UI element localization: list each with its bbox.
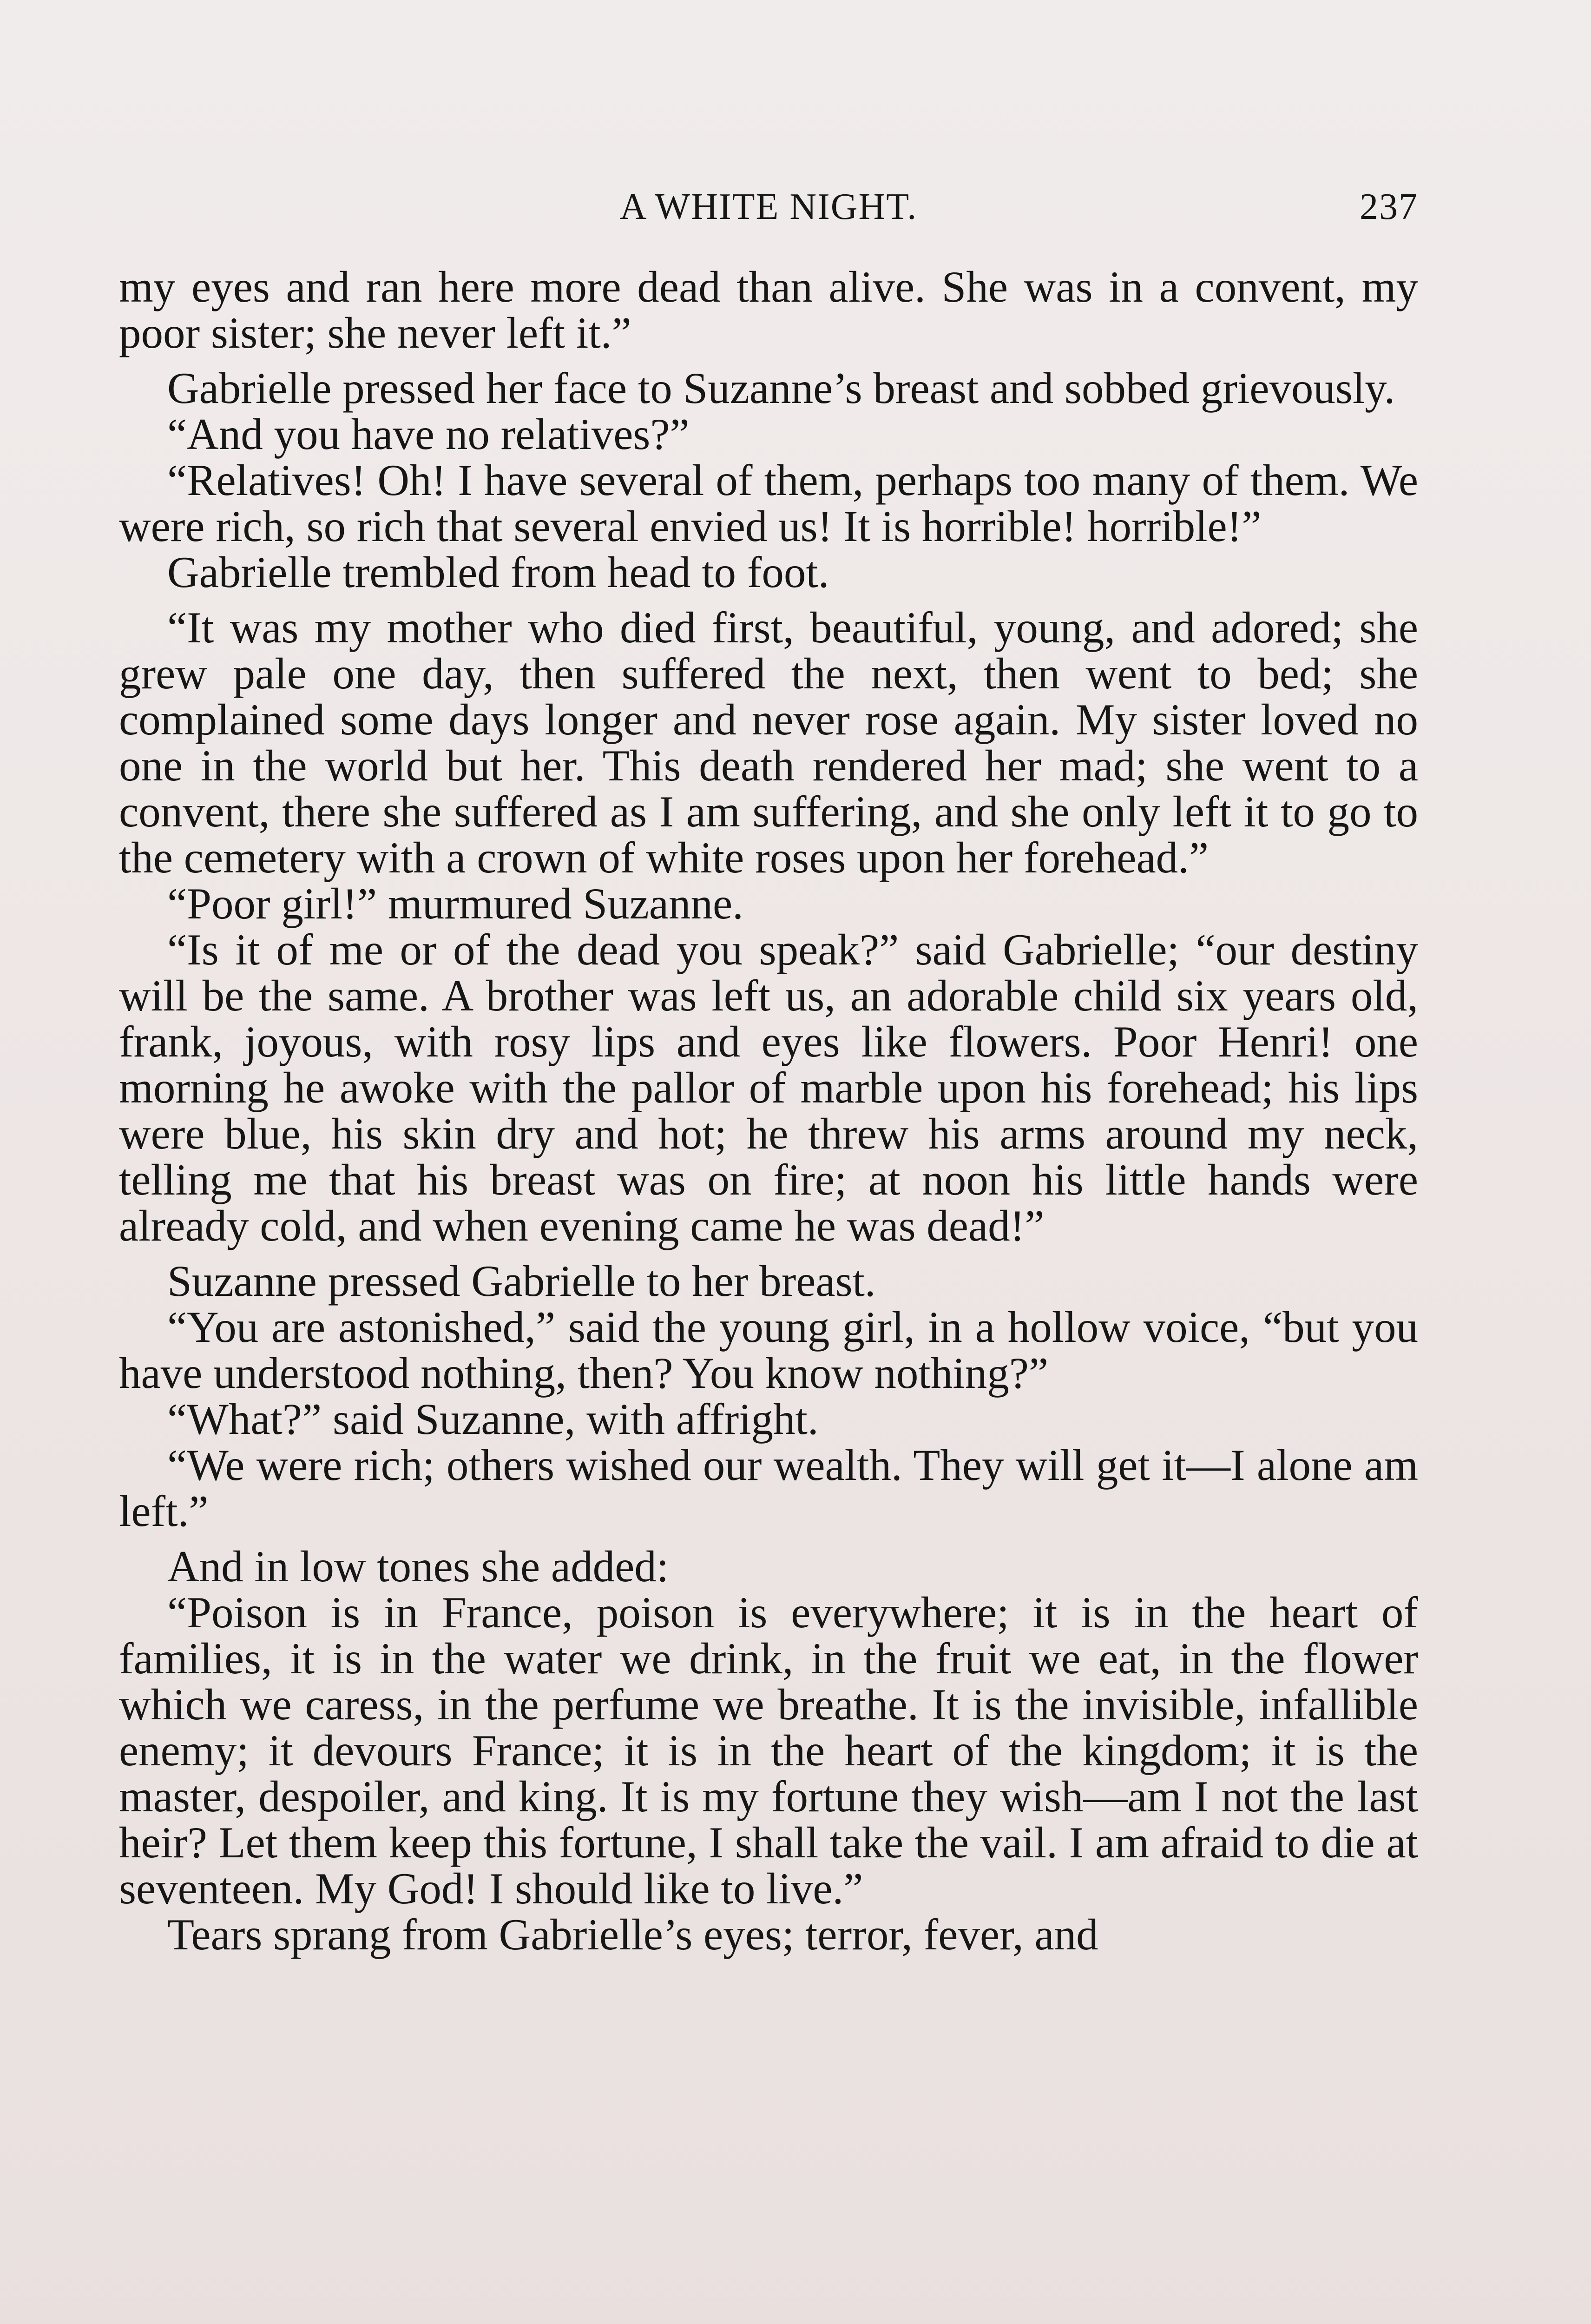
paragraph: “Poison is in France, poison is everywhere; it is in the heart of families, it is in the water we drink, in the fruit we eat, in the flower which we caress, in the perfume we breathe. It is the invisible, infallible enemy; it devours France; it is in the heart of the kingdom; it is the master, despoiler, and king. It is my fortune they wish—am I not the last heir? Let them keep this fortune, I shall take the vail. I am afraid to die at seventeen. My God! I should like to live.” xyxy=(119,1588,1418,1913)
paragraph: “And you have no relatives?” xyxy=(167,409,690,459)
paragraph: Gabrielle trembled from head to foot. xyxy=(167,548,829,597)
paragraph: Suzanne pressed Gabrielle to her breast. xyxy=(167,1256,876,1306)
paragraph: “Is it of me or of the dead you speak?” said Gabrielle; “our destiny will be the same. A brother was left us, an adorable child six years old, frank, joyous, with rosy lips and eyes like flowers. Poor Henri! one morning he awoke with the pallor of marble upon his forehead; his lips were blue, his skin dry and hot; he threw his arms around my neck, telling me that his breast was on fire; at noon his little hands were already cold, and when evening came he was dead!” xyxy=(119,925,1418,1250)
page-number: 237 xyxy=(1360,186,1418,227)
paragraph: “We were rich; others wished our wealth. They will get it—I alone am left.” xyxy=(119,1440,1418,1536)
book-page xyxy=(119,186,1418,1958)
paragraph: And in low tones she added: xyxy=(167,1542,669,1591)
paragraph: “What?” said Suzanne, with affright. xyxy=(167,1394,819,1444)
body-text xyxy=(119,264,1418,1958)
paragraph: my eyes and ran here more dead than alive. She was in a convent, my poor sister; she never left it.” xyxy=(119,262,1418,357)
paragraph: “You are astonished,” said the young girl, in a hollow voice, “but you have understood nothing, then? You know nothing?” xyxy=(119,1302,1418,1398)
paragraph: “Poor girl!” murmured Suzanne. xyxy=(167,879,743,928)
paragraph: Tears sprang from Gabrielle’s eyes; terror, fever, and xyxy=(167,1910,1098,1959)
running-head xyxy=(119,186,1418,242)
paragraph: “It was my mother who died first, beautiful, young, and adored; she grew pale one day, then suffered the next, then went to bed; she complained some days longer and never rose again. My sister loved no one in the world but her. This death rendered her mad; she went to a convent, there she suffered as I am suffering, and she only left it to go to the cemetery with a crown of white roses upon her forehead.” xyxy=(119,603,1418,882)
paragraph: Gabrielle pressed her face to Suzanne’s breast and sobbed grievously. xyxy=(167,363,1395,413)
paragraph: “Relatives! Oh! I have several of them, perhaps too many of them. We were rich, so rich that several envied us! It is horrible! horrible!” xyxy=(119,456,1418,551)
running-title: A WHITE NIGHT. xyxy=(619,186,918,227)
